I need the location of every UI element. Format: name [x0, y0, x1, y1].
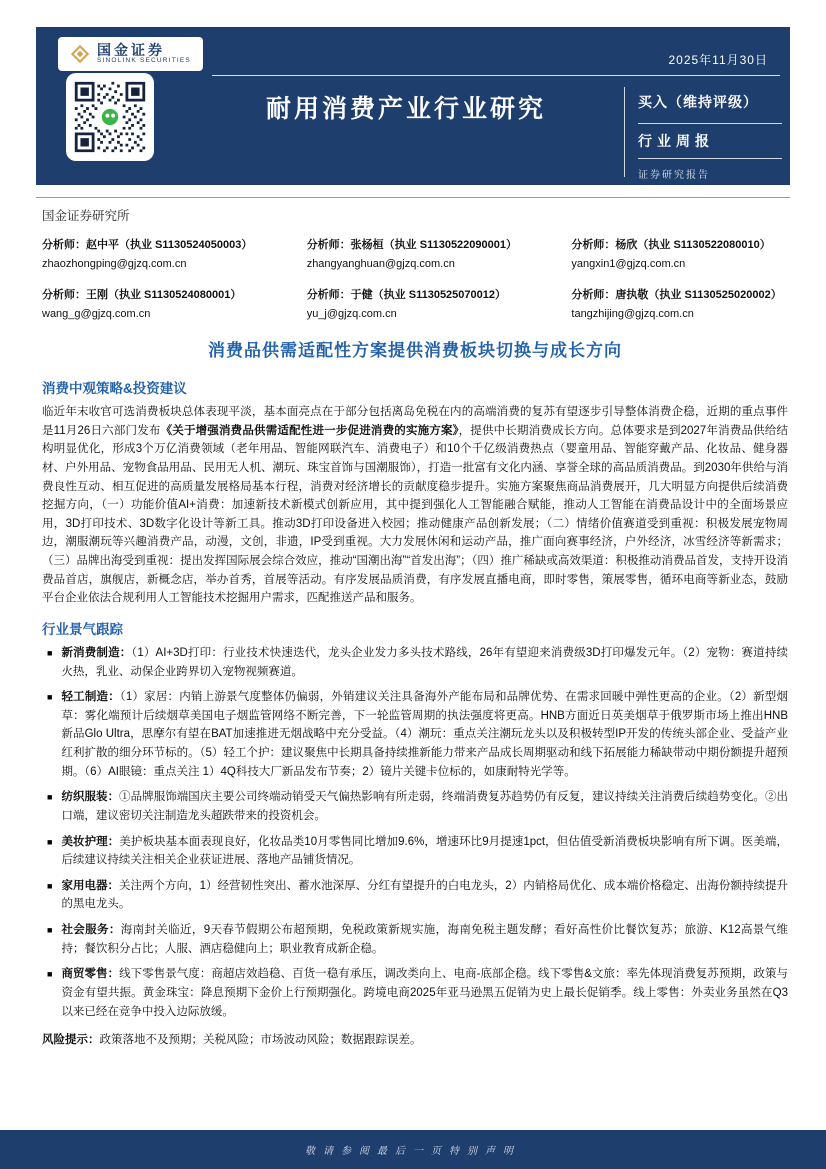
bullet-square-icon: ■	[47, 647, 53, 658]
analysts-grid	[42, 236, 788, 320]
analyst-card	[42, 236, 295, 270]
report-series-title: 耐用消费产业行业研究	[265, 95, 546, 123]
article-title: 消费品供需适配性方案提供消费板块切换与成长方向	[208, 341, 622, 360]
analyst-name: 分析师：杨欣（执业 S1130522080010）	[571, 239, 771, 251]
analyst-email: wang_g@gjzq.com.cn	[42, 308, 151, 320]
industry-bullet	[42, 965, 788, 1021]
bullet-text: （1）AI+3D打印：行业技术快速迭代，龙头企业发力多头技术路线，26年有望迎来消费级3D打印爆发元年。（2）宠物：赛道持续火热，乳业、动保企业跨界切入宠物视频赛道。	[61, 646, 788, 678]
qr-pattern-icon	[72, 79, 148, 155]
analyst-email: yu_j@gjzq.com.cn	[306, 308, 397, 320]
industry-bullet-list	[42, 644, 788, 1021]
strategy-text-post: ，提供中长期消费成长方向。总体要求是到2027年消费品供给结构明显优化，形成3个万亿消费领域（老年用品、智能网联汽车、消费电子）和10个千亿级消费热点（婴童用品、智能穿戴产品、化妆品、健身器材、户外用品、宠物食品用品、民用无人机、潮玩、珠宝首饰与国潮服饰），打造一批富有文化内涵、享誉全球的高品质消费品。到2030年供给与消费良性互动、相互促进的高质量发展格局基本行程，消费对经济增长的贡献度稳步提升。实施方案聚焦商品消费展开，几大明显方向提供后续消费挖掘方向，（一）功能价值AI+消费：加速新技术新模式创新应用，其中提到强化人工智能融合赋能，推动人工智能在消费品设计中的全面场景应用，3D打印技术、3D数字化设计等新工具。推动3D打印设备进入校园；推动健康产品创新发展；（二）情绪价值赛道受到重视：积极发展宠物周边，潮服潮玩等兴趣消费产品，动漫，文创，非遗，IP受到重视。大力发展休闲和运动产品，推广面向赛事经济，户外经济，冰雪经济等新需求；（三）品牌出海受到重视：提出发挥国际展会综合效应，推动“国潮出海”“首发出海”；（四）推广稀缺或高效渠道：积极推动消费品首发，支持开设消费品首店，旗舰店，新概念店，举办首秀，首展等活动。有序发展品质消费，有序发展直播电商，即时零售，策展零售，循环电商等新业态，鼓励平台企业依法合规利用人工智能技术挖掘用户需求，匹配推送产品和服务。	[42, 424, 788, 605]
analyst-card	[42, 286, 295, 320]
industry-bullet	[42, 644, 788, 681]
risk-label: 风险提示：	[42, 1034, 100, 1047]
bullet-square-icon: ■	[47, 792, 53, 803]
industry-bullet	[42, 788, 788, 825]
brand-subtitle: SINOLINK SECURITIES	[97, 56, 191, 64]
analyst-email: yangxin1@gjzq.com.cn	[571, 258, 686, 270]
bullet-square-icon: ■	[47, 925, 53, 935]
page-footer	[0, 1130, 826, 1169]
strategy-text-pre: 临近年末收官可选消费板块总体表现平淡，基本面亮点在于部分包括离岛免税在内的高端消费的复苏有望逐步引导整体消费企稳，近期的重点事件是11月26日六部门发布	[42, 406, 788, 437]
analyst-email: tangzhijing@gjzq.com.cn	[571, 308, 694, 320]
bullet-text: 线下零售景气度：商超店效趋稳、百货一稳有承压，调改类向上、电商-底部企稳。线下零售&文旅：率先体现消费复苏预期，政策与资金有望共振。黄金珠宝：降息预期下金价上行预期强化。跨境电商2025年亚马逊黑五促销为史上最长促销季。线上零售：外卖业务虽然在Q3以来已经在竞争中投入边际放缓。	[61, 968, 789, 1018]
bullet-text: ①品牌服饰端国庆主要公司终端动销受天气偏热影响有所走弱，终端消费复苏趋势仍有反复，建议持续关注消费后续趋势变化。②出口端，建议密切关注制造龙头超跌带来的投资机会。	[61, 791, 788, 822]
analyst-name: 分析师：赵中平（执业 S1130524050003）	[42, 239, 253, 251]
policy-document-title: 《关于增强消费品供需适配性进一步促进消费的实施方案》	[160, 424, 459, 437]
report-type: 行业周报	[638, 133, 714, 149]
bullet-term: 家用电器：	[61, 879, 119, 892]
report-body	[42, 332, 788, 1050]
analyst-card	[307, 236, 560, 270]
bullet-term: 轻工制造：	[61, 691, 120, 704]
header-bottom-rule	[36, 197, 790, 198]
header-top-divider	[212, 75, 780, 76]
brand-logo	[58, 37, 203, 71]
rating-panel	[624, 87, 782, 181]
analyst-card	[571, 236, 788, 270]
bullet-square-icon: ■	[47, 836, 53, 847]
section-heading-strategy: 消费中观策略&投资建议	[42, 381, 187, 396]
industry-bullet	[42, 921, 788, 958]
section-heading-tracking: 行业景气跟踪	[42, 621, 123, 637]
industry-bullet	[42, 688, 788, 781]
analyst-name: 分析师：张杨桓（执业 S1130522090001）	[306, 239, 518, 251]
bullet-text: 海南封关临近，9天春节假期公布超预期，免税政策新规实施，海南免税主题发酵；看好高性价比餐饮复苏；旅游、K12高景气维持；餐饮积分占比；人服、酒店稳健向上；职业教育成新企稳。	[61, 924, 789, 955]
analyst-email: zhaozhongping@gjzq.com.cn	[42, 258, 187, 270]
bullet-term: 美妆护理：	[61, 835, 120, 848]
bullet-term: 纺织服装：	[61, 791, 120, 804]
bullet-term: 新消费制造：	[61, 646, 132, 659]
bullet-term: 社会服务：	[61, 924, 121, 936]
risk-note	[42, 1031, 788, 1050]
footer-disclaimer: 敬请参阅最后一页特别声明	[305, 1146, 521, 1157]
analyst-name: 分析师：于健（执业 S1130525070012）	[306, 289, 507, 301]
analyst-card	[571, 286, 788, 320]
report-header	[36, 27, 790, 185]
analyst-name: 分析师：王刚（执业 S1130524080001）	[42, 289, 242, 301]
institute-name: 国金证券研究所	[42, 209, 130, 223]
report-category: 证券研究报告	[638, 170, 710, 181]
analyst-name: 分析师：唐执敬（执业 S1130525020002）	[571, 289, 782, 301]
brand-text	[97, 43, 191, 65]
analyst-email: zhangyanghuan@gjzq.com.cn	[306, 258, 455, 270]
analyst-card	[307, 286, 560, 320]
industry-bullet	[42, 833, 788, 870]
report-date: 2025年11月30日	[668, 53, 768, 67]
sinolink-logo-icon	[70, 44, 90, 64]
rating-label: 买入（维持评级）	[638, 94, 758, 110]
bullet-text: （1）家居：内销上游景气度整体仍偏弱，外销建议关注具备海外产能布局和品牌优势、在需求回暖中弹性更高的企业。（2）新型烟草：雾化端预计后续烟草美国电子烟监管网络不断完善，下一轮监管周期的执法强度将更高。HNB方面近日英美烟草于俄罗斯市场上推出HNB新品Glo Ultra，思摩尔有望在BAT加速推进无烟战略中充分受益。（4）潮玩：重点关注潮玩龙头以及积极转型IP开发的传统头部企业、受益产业红利扩散的细分环节标的。（5）轻工个护：建议聚焦中长期具备持续推新能力带来产品成长周期驱动和线下拓展能力稀缺带动中期份额提升超预期。（6）AI眼镜：重点关注 1）4Q科技大厂新品发布节奏；2）镜片关键卡位标的，如康耐特光学等。	[61, 691, 788, 778]
qr-code	[66, 73, 154, 161]
risk-text: 政策落地不及预期；关税风险；市场波动风险；数据跟踪误差。	[99, 1034, 422, 1047]
bullet-term: 商贸零售：	[61, 968, 120, 981]
brand-name: 国金证券	[97, 42, 165, 59]
bullet-square-icon: ■	[47, 880, 53, 891]
bullet-text: 美护板块基本面表现良好，化妆品类10月零售同比增加9.6%，增速环比9月提速1pct，但估值受新消费板块影响有所下调。医美端，后续建议持续关注相关企业获证进展、落地产品铺货情况。	[61, 835, 788, 867]
bullet-text: 关注两个方向，1）经营韧性突出、蓄水池深厚、分红有望提升的白电龙头，2）内销格局优化、成本端价格稳定、出海份额持续提升的黑电龙头。	[61, 879, 788, 911]
strategy-paragraph	[42, 403, 788, 608]
bullet-square-icon: ■	[47, 692, 53, 703]
bullet-square-icon: ■	[47, 969, 53, 980]
industry-bullet	[42, 877, 788, 914]
analysts-section	[42, 206, 788, 320]
